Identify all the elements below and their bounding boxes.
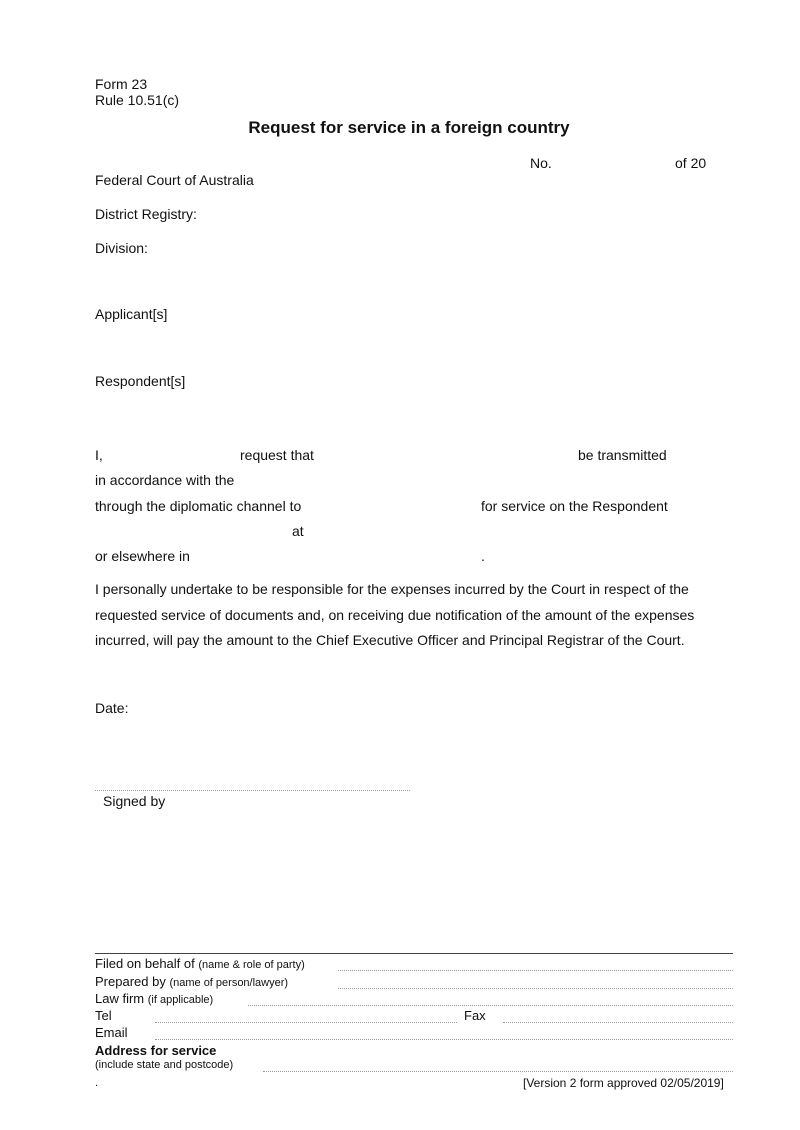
applicant-label: Applicant[s] (95, 306, 168, 322)
form-number: Form 23 (95, 76, 148, 92)
accordance-label: in accordance with the (95, 472, 235, 488)
be-transmitted-label: be transmitted (578, 447, 667, 463)
filed-on-behalf-row (95, 956, 305, 971)
i-label: I, (95, 447, 103, 463)
elsewhere-label: or elsewhere in (95, 548, 190, 564)
law-firm-field[interactable] (248, 1005, 733, 1006)
email-field[interactable] (155, 1039, 733, 1040)
signature-line (95, 790, 410, 791)
footer-divider (95, 953, 733, 954)
page-title: Request for service in a foreign country (248, 118, 570, 137)
filed-on-behalf-label: Filed on behalf of (95, 956, 195, 971)
prepared-by-field[interactable] (338, 988, 733, 989)
undertaking-paragraph: I personally undertake to be responsible for the expenses incurred by the Court in respect of the requested service of documents and, on receiving due notification of the amount of the expenses incurred, will pay the amount to the Chief Executive Officer and Principal Registrar of the Court. (95, 581, 695, 648)
rule-reference: Rule 10.51(c) (95, 92, 180, 108)
fax-label: Fax (464, 1008, 486, 1023)
at-label: at (292, 523, 304, 539)
prepared-by-label: Prepared by (95, 974, 166, 989)
signed-by-label: Signed by (103, 793, 166, 809)
sentence-period: . (481, 548, 485, 564)
court-name: Federal Court of Australia (95, 172, 254, 188)
law-firm-row (95, 991, 213, 1006)
service-on-respondent-label: for service on the Respondent (481, 498, 668, 514)
law-firm-hint: (if applicable) (147, 994, 214, 1006)
diplomatic-channel-label: through the diplomatic channel to (95, 498, 302, 514)
prepared-by-row (95, 974, 288, 989)
email-label: Email (95, 1025, 128, 1040)
law-firm-label: Law firm (95, 991, 145, 1006)
date-label: Date: (95, 700, 129, 716)
division-label: Division: (95, 240, 148, 256)
request-that-label: request that (240, 447, 314, 463)
version-note: [Version 2 form approved 02/05/2019] (523, 1076, 724, 1090)
tel-field[interactable] (155, 1022, 457, 1023)
filed-on-behalf-hint: (name & role of party) (198, 959, 305, 971)
tel-label: Tel (95, 1008, 112, 1023)
respondent-label: Respondent[s] (95, 373, 186, 389)
no-label: No. (530, 155, 552, 171)
district-registry-label: District Registry: (95, 206, 197, 222)
prepared-by-hint: (name of person/lawyer) (169, 977, 289, 989)
of-year-label: of 20 (675, 155, 707, 171)
address-for-service-label: Address for service (95, 1043, 217, 1058)
address-hint: (include state and postcode) (95, 1059, 234, 1071)
address-field[interactable] (263, 1071, 733, 1072)
footer-dot: . (95, 1077, 99, 1089)
fax-field[interactable] (503, 1022, 733, 1023)
filed-on-behalf-field[interactable] (338, 970, 733, 971)
